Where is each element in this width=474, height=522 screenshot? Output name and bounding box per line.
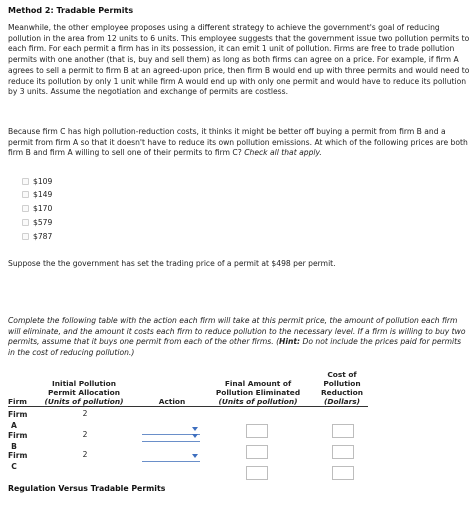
header-final-eliminated-title: Final Amount of Pollution Eliminated — [215, 379, 301, 397]
chevron-down-icon — [192, 427, 198, 431]
row-c-action-dropdown[interactable] — [142, 452, 200, 462]
header-cost — [318, 370, 366, 406]
next-section-title: Regulation Versus Tradable Permits — [8, 484, 166, 493]
checkbox[interactable] — [22, 191, 29, 198]
header-initial-allocation — [44, 379, 124, 406]
question-paragraph — [8, 127, 470, 159]
row-a-allocation: 2 — [82, 409, 88, 418]
header-cost-title: Cost of Pollution Reduction — [320, 370, 364, 397]
row-firm-b-label — [8, 430, 27, 452]
header-cost-units: (Dollars) — [323, 397, 361, 406]
firm-letter: C — [11, 462, 17, 471]
option-label: $579 — [33, 217, 53, 227]
row-c-cost-input[interactable] — [332, 466, 354, 480]
option-787[interactable] — [22, 230, 52, 242]
checkbox[interactable] — [22, 205, 29, 212]
row-b-cost-input[interactable] — [332, 445, 354, 459]
question-text: Because firm C has high pollution-reduction costs, it thinks it might be better off buying a permit from firm B and a permit from firm A so that it doesn't have to reduce its own pollution emissions. At which of the following prices are both firm B and firm A willing to sell one of their permits to firm C? — [8, 127, 468, 158]
checkbox[interactable] — [22, 178, 29, 185]
header-initial-allocation-units: (Units of pollution) — [44, 397, 124, 406]
firm-letter: B — [11, 442, 17, 451]
option-149[interactable] — [22, 188, 52, 200]
checkbox[interactable] — [22, 233, 29, 240]
header-divider — [8, 406, 368, 407]
firm-letter: A — [11, 421, 17, 430]
row-b-allocation: 2 — [82, 430, 88, 439]
row-b-eliminated-input[interactable] — [246, 445, 268, 459]
row-c-eliminated-input[interactable] — [246, 466, 268, 480]
table-instructions — [8, 316, 470, 359]
price-statement: Suppose the the government has set the trading price of a permit at $498 per permit. — [8, 259, 336, 268]
row-b-action-dropdown[interactable] — [142, 432, 200, 442]
row-firm-c-label — [8, 450, 27, 472]
firm-word: Firm — [8, 431, 28, 440]
option-label: $787 — [33, 231, 53, 241]
instructions-text: Complete the following table with the action each firm will take at this permit price, the amount of pollution each firm will eliminate, and the amount it costs each firm to reduce pollution to the necessary level. If a firm is willing to buy two permits, assume that it buys one permit from each of the other firms. ( — [8, 316, 466, 347]
header-initial-allocation-title: Initial Pollution Permit Allocation — [47, 379, 121, 397]
question-instruction: Check all that apply. — [244, 148, 322, 158]
row-firm-a-label — [8, 409, 27, 431]
option-label: $149 — [33, 189, 53, 199]
row-a-eliminated-input[interactable] — [246, 424, 268, 438]
hint-label: Hint: — [279, 337, 301, 347]
header-final-eliminated — [214, 379, 302, 406]
option-label: $109 — [33, 176, 53, 186]
scenario-paragraph: Meanwhile, the other employee proposes using a different strategy to achieve the government's goal of reducing pollution in the area from 12 units to 6 units. This employee suggests that the government issue two pollution permits to each firm. For each permit a firm has in its possession, it can emit 1 unit of pollution. Firms are free to trade pollution permits with one another (that is, buy and sell them) as long as both firms can agree on a price. For example, if firm A agrees to sell a permit to firm B at an agreed-upon price, then firm B would end up with three permits and would need to reduce its pollution by only 1 unit while firm A would end up with only one permit and would have to reduce its pollution by 3 units. Assume the negotiation and exchange of permits are costless. — [8, 23, 470, 97]
firm-word: Firm — [8, 451, 28, 460]
hint-text: Do not include the prices paid for permits in the cost of reducing pollution.) — [8, 337, 462, 358]
option-579[interactable] — [22, 216, 52, 228]
section-title: Method 2: Tradable Permits — [8, 6, 134, 15]
header-action: Action — [158, 397, 186, 406]
row-c-allocation: 2 — [82, 450, 88, 459]
option-109[interactable] — [22, 175, 52, 187]
header-firm: Firm — [8, 397, 27, 406]
row-a-cost-input[interactable] — [332, 424, 354, 438]
option-170[interactable] — [22, 202, 52, 214]
checkbox[interactable] — [22, 219, 29, 226]
option-label: $170 — [33, 203, 53, 213]
chevron-down-icon — [192, 454, 198, 458]
header-final-eliminated-units: (Units of pollution) — [218, 397, 298, 406]
chevron-down-icon — [192, 434, 198, 438]
firm-word: Firm — [8, 410, 28, 419]
